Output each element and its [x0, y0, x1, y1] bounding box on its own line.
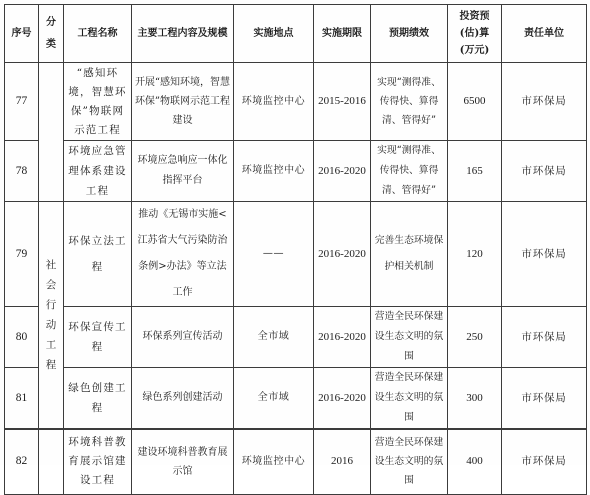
location-cell: 环境监控中心 — [234, 429, 314, 494]
performance-cell: 营造全民环保建设生态文明的氛围 — [371, 368, 448, 430]
performance-cell: 实现“测得准、传得快、算得清、管得好” — [371, 141, 448, 202]
row-index-cell: 78 — [5, 141, 39, 202]
row-index-cell: 79 — [5, 202, 39, 307]
period-cell: 2016-2020 — [314, 307, 371, 368]
investment-cell: 120 — [448, 202, 502, 307]
header-investment — [448, 5, 502, 63]
period-cell: 2016-2020 — [314, 202, 371, 307]
header-content: 主要工程内容及规模 — [132, 5, 234, 63]
project-name-cell: “感知环境，智慧环保”物联网示范工程 — [64, 63, 132, 141]
investment-cell: 400 — [448, 429, 502, 494]
content-cell: 环境应急响应一体化指挥平台 — [132, 141, 234, 202]
content-cell: 建设环境科普教育展示馆 — [132, 429, 234, 494]
header-investment-line: (万元) — [459, 45, 490, 56]
project-name-cell: 环保宣传工程 — [64, 307, 132, 368]
table-row — [5, 429, 587, 494]
header-investment-line: (估)算 — [459, 28, 490, 39]
header-period: 实施期限 — [314, 5, 371, 63]
row-index-cell: 82 — [5, 429, 39, 494]
header-index: 序号 — [5, 5, 39, 63]
content-cell: 绿色系列创建活动 — [132, 368, 234, 430]
header-responsible-unit: 责任单位 — [502, 5, 587, 63]
period-cell: 2016 — [314, 429, 371, 494]
project-table — [4, 4, 587, 495]
performance-cell: 完善生态环境保护相关机制 — [371, 202, 448, 307]
category-cell-empty — [39, 63, 64, 202]
table-row — [5, 202, 587, 307]
investment-cell: 6500 — [448, 63, 502, 141]
header-investment-line: 投资预 — [459, 11, 490, 22]
responsible-unit-cell: 市环保局 — [502, 63, 587, 141]
header-performance: 预期绩效 — [371, 5, 448, 63]
table-row — [5, 307, 587, 368]
location-cell: 环境监控中心 — [234, 63, 314, 141]
row-index-cell: 80 — [5, 307, 39, 368]
content-cell: 推动《无锡市实施<江苏省大气污染防治条例>办法》等立法工作 — [132, 202, 234, 307]
table-row — [5, 141, 587, 202]
investment-cell: 300 — [448, 368, 502, 430]
category-cell-empty — [39, 429, 64, 494]
table-row — [5, 368, 587, 430]
project-name-cell: 环境应急管理体系建设工程 — [64, 141, 132, 202]
content-cell: 环保系列宣传活动 — [132, 307, 234, 368]
period-cell: 2016-2020 — [314, 141, 371, 202]
period-cell: 2016-2020 — [314, 368, 371, 430]
location-cell: 全市域 — [234, 307, 314, 368]
location-cell: 环境监控中心 — [234, 141, 314, 202]
category-label: 社会行动工程 — [45, 259, 57, 371]
responsible-unit-cell: 市环保局 — [502, 141, 587, 202]
investment-cell: 165 — [448, 141, 502, 202]
category-cell — [39, 202, 64, 430]
project-name-cell: 绿色创建工程 — [64, 368, 132, 430]
row-index-cell: 77 — [5, 63, 39, 141]
responsible-unit-cell: 市环保局 — [502, 429, 587, 494]
header-category — [39, 5, 64, 63]
header-category-label: 分类 — [46, 16, 56, 50]
performance-cell: 营造全民环保建设生态文明的氛围 — [371, 429, 448, 494]
project-name-cell: 环境科普教育展示馆建设工程 — [64, 429, 132, 494]
project-name-cell: 环保立法工程 — [64, 202, 132, 307]
performance-cell: 实现“测得准、传得快、算得清、管得好” — [371, 63, 448, 141]
content-cell: 开展“感知环境，智慧环保”物联网示范工程建设 — [132, 63, 234, 141]
location-cell: 全市域 — [234, 368, 314, 430]
responsible-unit-cell: 市环保局 — [502, 368, 587, 430]
header-location: 实施地点 — [234, 5, 314, 63]
responsible-unit-cell: 市环保局 — [502, 307, 587, 368]
period-cell: 2015-2016 — [314, 63, 371, 141]
responsible-unit-cell: 市环保局 — [502, 202, 587, 307]
header-project-name: 工程名称 — [64, 5, 132, 63]
performance-cell: 营造全民环保建设生态文明的氛围 — [371, 307, 448, 368]
row-index-cell: 81 — [5, 368, 39, 430]
investment-cell: 250 — [448, 307, 502, 368]
header-row — [5, 5, 587, 63]
location-cell: —— — [234, 202, 314, 307]
table-row — [5, 63, 587, 141]
